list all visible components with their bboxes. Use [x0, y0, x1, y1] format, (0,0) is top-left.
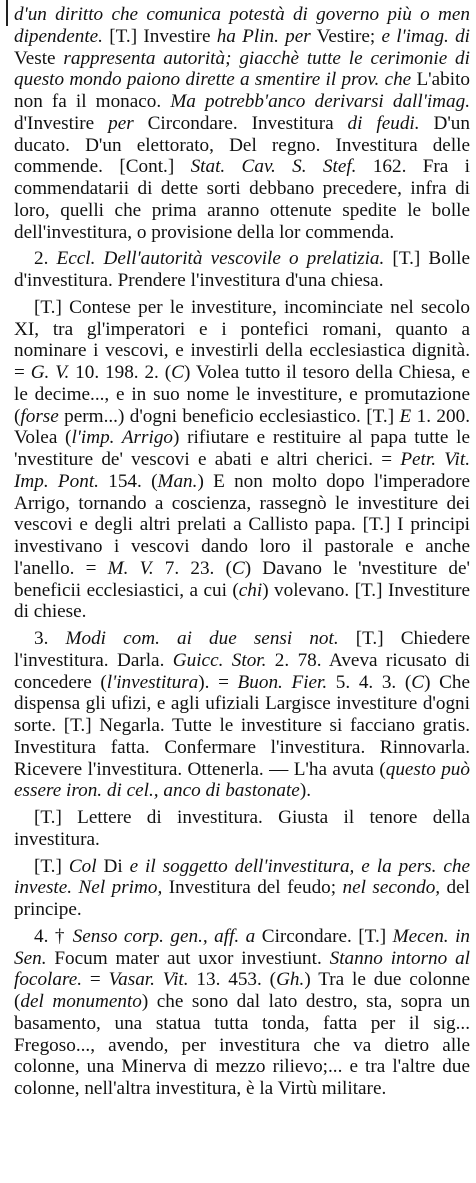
entry-paragraph-4 [14, 628, 470, 802]
text-run: Gh. [276, 969, 305, 991]
text-run: Stanno intorno al focolare. [14, 947, 470, 991]
text-run: 2. 78. Aveva ricusato di concedere ( [14, 649, 470, 693]
text-run: per [108, 112, 134, 134]
text-run: 162. Fra i commendatarii di dette sorti debbano precedere, infra di loro, quelli che prima aranno ottenute spedite le bolle dell'investitura, o provisione della lor commenda. [14, 156, 470, 243]
text-run: C [231, 557, 245, 579]
text-run: Eccl. Dell'autorità vescovile o prelatizia. [56, 248, 385, 270]
text-run: M. V. [107, 557, 154, 579]
text-run: Investitura del feudo; [162, 877, 343, 899]
text-run: 4. † [34, 925, 73, 947]
text-run: ha Plin. per [216, 25, 311, 47]
text-run: 5. 4. 3. ( [327, 671, 412, 693]
text-run: Ma potrebb'anco derivarsi dall'imag. [170, 91, 470, 112]
entry-paragraph-2 [14, 248, 470, 292]
text-run: ) Davano le 'nvestiture de' beneficii ecclesiastici, a cui ( [14, 557, 471, 601]
text-run: l'imp. Arrigo [71, 427, 174, 449]
text-run: del principe. [14, 877, 470, 920]
text-run: ) volevano. [T.] Investiture di chiese. [14, 579, 470, 623]
text-run: Circondare. [T.] [255, 925, 393, 947]
text-run: Focum mater aut uxor investiunt. [46, 947, 330, 969]
entry-paragraph-5 [14, 807, 470, 851]
text-run: [T.] Investire [102, 25, 217, 47]
text-run: Di [96, 855, 130, 877]
text-run: Veste [14, 47, 64, 69]
column-rule [6, 0, 8, 26]
text-run: 13. 453. ( [188, 969, 277, 991]
text-run: forse [20, 405, 59, 427]
entry-paragraph-3 [14, 297, 470, 623]
text-run: [T.] Bolle d'investitura. Prendere l'investitura d'una chiesa. [14, 248, 470, 291]
text-run: G. V. [30, 362, 70, 383]
text-run: e l'imag. di [381, 25, 470, 47]
text-run: ) Volea tutto il tesoro della Chiesa, e le decime..., e in suo nome le investiture, e promutazione ( [14, 362, 470, 427]
text-run: = [82, 969, 109, 991]
text-run: questo può essere iron. di cel., anco di bastonate [14, 758, 470, 802]
text-run: Stat. Cav. S. Stef. [190, 156, 357, 178]
text-run: ) E non molto dopo l'imperadore Arrigo, tornando a coscienza, rassegnò le investiture dei vescovi e degli altri prelati a Callisto papa. [T.] I principi investivano i vescovi dando loro il pastorale e anche l'anello. = [14, 470, 470, 579]
text-run: Modi com. ai due sensi not. [65, 628, 339, 649]
text-run: d'Investire [14, 112, 109, 134]
text-run: Senso corp. gen., aff. a [72, 925, 256, 947]
text-run: Man. [157, 470, 198, 492]
text-run: L'abito non fa il monaco. [14, 69, 470, 112]
text-run: 7. 23. ( [153, 557, 232, 579]
text-run: ). = [198, 671, 238, 693]
text-run: D'un ducato. D'un elettorato, Del regno. Investitura delle commende. [Cont.] [14, 112, 470, 178]
text-run: d'un diritto che comunica potestà di governo più o men dipendente. [14, 4, 470, 47]
text-run: C [171, 362, 184, 383]
text-run: 10. 198. 2. ( [69, 362, 172, 383]
text-run: del monumento [20, 991, 142, 1012]
text-run: 154. ( [98, 470, 158, 492]
text-run: Buon. Fier. [237, 671, 328, 693]
text-run: [T.] Lettere di investitura. Giusta il tenore della investitura. [14, 807, 470, 850]
entry-paragraph-1 [14, 4, 470, 243]
entry-paragraph-6 [14, 856, 470, 921]
text-run: ) che sono dal lato destro, sta, sopra un basamento, una statua tutta tonda, fatta per il sig... Fregoso..., avendo, per investitura che va dietro alle colonne, una Minerva di mezzo rilievo;... e tra l'altre due colonne, nell'altra investitura, è la Virtù militare. [14, 991, 470, 1099]
text-run: C [411, 671, 425, 693]
text-run: ) Tra le due colonne ( [14, 969, 471, 1012]
text-run: Vestire; [310, 25, 382, 47]
text-run: Mecen. in Sen. [14, 925, 470, 969]
text-run: Petr. Vit. Imp. Pont. [14, 449, 470, 492]
text-run: di feudi. [347, 112, 420, 134]
text-run: 2. [34, 248, 57, 270]
text-run: 3. [34, 628, 66, 649]
text-run: [T.] [34, 855, 69, 877]
text-run: ) Che dispensa gli ufizi, e agli ufiziali Largisce investiture d'ogni sorte. [T.] Negarla. Tutte le investiture si facciano gratis. Investitura fatta. Confermare l'investitura. Rinnovarla. Ricevere l'investitura. Ottenerla. — L'ha avuta ( [14, 671, 470, 780]
text-run: [T.] Contese per le investiture, incominciate nel secolo XI, tra gl'imperatori e i pontefici romani, quanto a nominare i vescovi, e investirli della ecclesiastica dignità. = [14, 296, 470, 383]
text-run: Vasar. Vit. [108, 969, 189, 991]
entry-paragraph-7 [14, 926, 470, 1100]
text-run: e il soggetto dell'investitura, e la pers. che investe. Nel primo, [14, 855, 471, 899]
text-run: Col [68, 855, 97, 877]
text-run: nel secondo, [342, 877, 441, 899]
text-run: ). [299, 780, 311, 802]
text-run: l'investitura [106, 671, 199, 693]
text-run: perm...) d'ogni beneficio ecclesiastico. [T.] [58, 405, 400, 427]
text-run: [T.] Chiedere l'investitura. Darla. [14, 628, 470, 671]
text-run: ) rifiutare e restituire al papa tutte le 'nvestiture de' vescovi e abati e altri cherici. = [14, 427, 470, 470]
text-run: Guicc. Stor. [172, 649, 267, 671]
text-run: 1. 200. Volea ( [14, 405, 470, 449]
text-run: chi [238, 579, 263, 601]
text-run: rappresenta autorità; giacchè tutte le cerimonie di questo mondo paiono dirette a smentire il prov. che [14, 47, 470, 91]
text-run: E [399, 405, 412, 427]
text-run: Circondare. Investitura [133, 112, 348, 134]
